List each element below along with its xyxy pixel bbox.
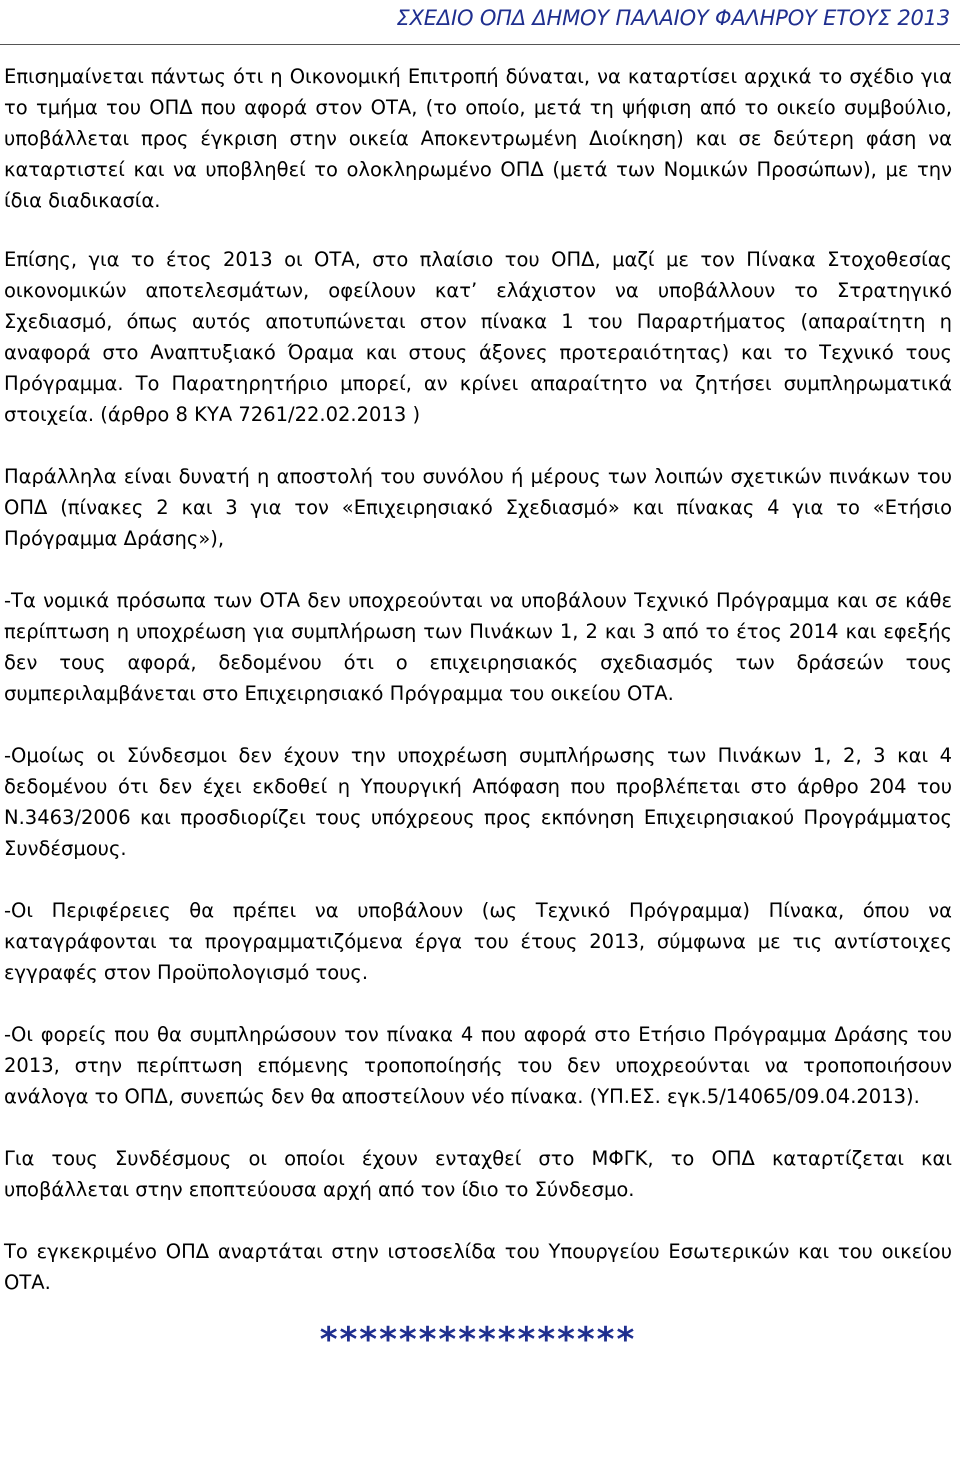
- paragraph-4: -Τα νομικά πρόσωπα των ΟΤΑ δεν υποχρεούνται να υποβάλουν Τεχνικό Πρόγραμμα και σε κάθε περίπτωση η υποχρέωση για συμπλήρωση των Πινάκων 1, 2 και 3 από το έτος 2014 και εφεξής δεν τους αφορά, δεδομένου ότι ο επιχειρησιακός σχεδιασμός των δράσεών τους συμπεριλαμβάνεται στο Επιχειρησιακό Πρόγραμμα του οικείου ΟΤΑ.: [4, 589, 952, 705]
- paragraph-8: Για τους Συνδέσμους οι οποίοι έχουν ενταχθεί στο ΜΦΓΚ, το ΟΠΔ καταρτίζεται και υποβάλλεται στην εποπτεύουσα αρχή από τον ίδιο το Σύνδεσμο.: [4, 1147, 952, 1201]
- section-separator: ****************: [319, 1320, 637, 1360]
- paragraph-6: -Οι Περιφέρειες θα πρέπει να υποβάλουν (ως Τεχνικό Πρόγραμμα) Πίνακα, όπου να καταγράφονται τα προγραμματιζόμενα έργα του έτους 2013, σύμφωνα με τις αντίστοιχες εγγραφές στον Προϋπολογισμό τους.: [4, 899, 952, 984]
- paragraph-3: Παράλληλα είναι δυνατή η αποστολή του συνόλου ή μέρους των λοιπών σχετικών πινάκων του ΟΠΔ (πίνακες 2 και 3 για τον «Επιχειρησιακό Σχεδιασμό» και πίνακας 4 για το «Ετήσιο Πρόγραμμα Δράσης»),: [4, 465, 952, 550]
- header-rule: [0, 44, 960, 45]
- running-header: ΣΧΕΔΙΟ ΟΠΔ ΔΗΜΟΥ ΠΑΛΑΙΟΥ ΦΑΛΗΡΟΥ ΕΤΟΥΣ 2013: [396, 6, 950, 30]
- paragraph-5: -Ομοίως οι Σύνδεσμοι δεν έχουν την υποχρέωση συμπλήρωσης των Πινάκων 1, 2, 3 και 4 δεδομένου ότι δεν έχει εκδοθεί η Υπουργική Απόφαση που προβλέπεται στο άρθρο 204 του Ν.3463/2006 και προσδιορίζει τους υπόχρεους προς εκπόνηση Επιχειρησιακού Προγράμματος Συνδέσμους.: [4, 744, 952, 860]
- paragraph-1: Επισημαίνεται πάντως ότι η Οικονομική Επιτροπή δύναται, να καταρτίσει αρχικά το σχέδιο για το τμήμα του ΟΠΔ που αφορά στον ΟΤΑ, (το οποίο, μετά τη ψήφιση από το οικείο συμβούλιο, υποβάλλεται προς έγκριση στην οικεία Αποκεντρωμένη Διοίκηση) και σε δεύτερη φάση να καταρτιστεί και να υποβληθεί το ολοκληρωμένο ΟΠΔ (μετά των Νομικών Προσώπων), με την ίδια διαδικασία.: [4, 65, 952, 212]
- paragraph-7: -Οι φορείς που θα συμπληρώσουν τον πίνακα 4 που αφορά στο Ετήσιο Πρόγραμμα Δράσης του 2013, στην περίπτωση επόμενης τροποποίησής του δεν υποχρεούνται να τροποποιήσουν ανάλογα το ΟΠΔ, συνεπώς δεν θα αποστείλουν νέο πίνακα. (ΥΠ.ΕΣ. εγκ.5/14065/09.04.2013).: [4, 1023, 952, 1108]
- paragraph-2: Επίσης, για το έτος 2013 οι ΟΤΑ, στο πλαίσιο του ΟΠΔ, μαζί με τον Πίνακα Στοχοθεσίας οικονομικών αποτελεσμάτων, οφείλουν κατ’ ελάχιστον να υποβάλλουν το Στρατηγικό Σχεδιασμό, όπως αυτός αποτυπώνεται στον πίνακα 1 του Παραρτήματος (απαραίτητη η αναφορά στο Αναπτυξιακό Όραμα και στους άξονες προτεραιότητας) και το Τεχνικό τους Πρόγραμμα. Το Παρατηρητήριο μπορεί, αν κρίνει απαραίτητο να ζητήσει συμπληρωματικά στοιχεία. (άρθρο 8 ΚΥΑ 7261/22.02.2013 ): [4, 248, 952, 426]
- document-body: [4, 61, 952, 1298]
- paragraph-9: Το εγκεκριμένο ΟΠΔ αναρτάται στην ιστοσελίδα του Υπουργείου Εσωτερικών και του οικείου ΟΤΑ.: [4, 1240, 952, 1294]
